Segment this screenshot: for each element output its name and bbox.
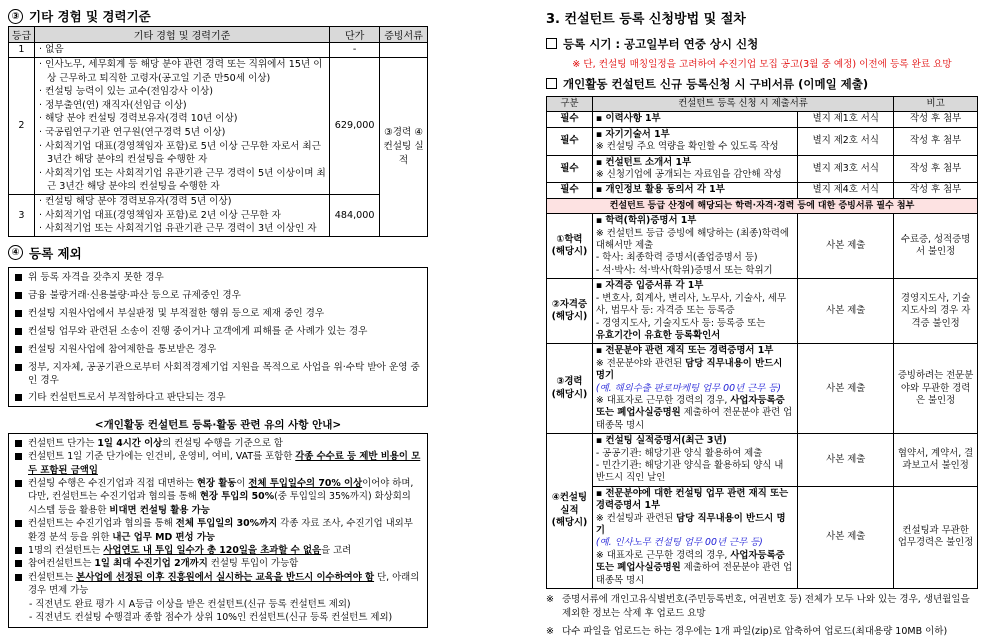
list-item: 컨설턴트 단가는 1일 4시간 이상의 컨설팅 수행을 기준으로 함 (15, 437, 421, 450)
section-number: ④ (8, 245, 23, 260)
list-item: 컨설팅 지원사업에서 부실판정 및 부적절한 행위 등으로 제재 중인 경우 (9, 304, 427, 322)
right-column (546, 6, 978, 639)
table-row: ▪ 전문분야에 대한 컨설팅 업무 관련 재직 또는 경력증명서 1부 ※ 컨설팅과 관련된 담당 직무내용이 반드시 명기 (예. 인사노무 컨설팅 업무 00년 근무 등) ※ 대표자로 근무한 경력의 경우, 사업자등록증 또는 폐업사실증명원 제출하여 전문분야 관련 업태종목 명시 사본 제출 컨설팅과 무관한 업무경력은 불인정 (547, 486, 978, 588)
list-item: - 직전년도 컨설팅 수행결과 종합 점수가 상위 10%인 컨설턴트(신규 등록 컨설턴트 제외) (29, 612, 393, 623)
square-bullet-icon (15, 310, 22, 317)
table-row: 3 · 컨설팅 해당 분야 경력보유자(경력 5년 이상) · 사회적기업 대표(경영책임자 포함)로 2년 이상 근무한 자 · 사회적기업 또는 사회적기업 유관기관 근무 경력이 3년 이상인 자 484,000 (9, 194, 428, 236)
checkbox-icon (546, 38, 557, 49)
list-item: 컨설팅 수행은 수진기업과 직접 대면하는 현장 활동이 전체 투입일수의 70% 이상이어야 하며, 다만, 컨설턴트는 수진기업과 협의를 통해 현장 투입의 50%(중 투입일의 35%까지) 화상회의 시스템 등을 활용한 비대면 컨설팅 활용 가능 (15, 477, 421, 517)
left-column (8, 6, 428, 628)
square-bullet-icon (15, 328, 22, 335)
table-row: 필수 ▪ 이력사항 1부 별지 제1호 서식 작성 후 첨부 (547, 112, 978, 127)
table-row: 필수 ▪ 개인정보 활용 동의서 각 1부 별지 제4호 서식 작성 후 첨부 (547, 183, 978, 198)
docs-title: 개인활동 컨설턴트 신규 등록신청 시 구비서류 (이메일 제출) (546, 76, 978, 96)
list-item: 컨설턴트는 본사업에 선정된 이후 진흥원에서 실시하는 교육을 반드시 이수하여야 함 단, 아래의 경우 면제 가능 (15, 571, 421, 598)
checkbox-icon (546, 78, 557, 89)
list-item: 컨설팅 업무와 관련된 소송이 진행 중이거나 고객에게 피해를 준 사례가 있는 경우 (9, 322, 427, 340)
table-row: ③경력 (해당시) ▪ 전문분야 관련 재직 또는 경력증명서 1부 ※ 전문분야와 관련된 담당 직무내용이 반드시 명기 (예. 해외수출 판로마케팅 업무 00년 근무 등) ※ 대표자로 근무한 경력의 경우, 사업자등록증 또는 폐업사실증명원 제출하여 전문분야 관련 업태종목 명시 사본 제출 증빙하려는 전문분야와 무관한 경력은 불인정 (547, 344, 978, 434)
table-row: 필수 ▪ 자기기술서 1부 ※ 컨설팅 주요 역량을 확인할 수 있도록 작성 별지 제2호 서식 작성 후 첨부 (547, 127, 978, 155)
square-bullet-icon (15, 364, 22, 371)
list-item: 참여컨설턴트는 1일 최대 수진기업 2개까지 컨설팅 투입이 가능함 (15, 557, 421, 570)
table-row: ④컨설팅 실적 (해당시) ▪ 컨설팅 실적증명서(최근 3년) - 공공기관: 해당기관 양식 활용하여 제출 - 민간기관: 해당기관 양식을 활용하되 양식 내 반드시 직인 날인 사본 제출 협약서, 계약서, 결과보고서 불인정 (547, 434, 978, 487)
notice-title: <개인활동 컨설턴트 등록·활동 관련 유의 사항 안내> (94, 418, 342, 431)
red-note: ※ 단, 컨설팅 매칭일정을 고려하여 수진기업 모집 공고(3월 중 예정) 이전에 등록 완료 요망 (572, 59, 952, 70)
notice-box (8, 433, 428, 629)
list-item: - 직전년도 완료 평가 시 A등급 이상을 받은 컨설턴트(신규 등록 컨설턴트 제외) (29, 598, 351, 610)
section-number: ③ (8, 9, 23, 24)
list-item: 기타 컨설턴트로서 부적합하다고 판단되는 경우 (9, 388, 427, 406)
footnote: ※ 증명서류에 개인고유식별번호(주민등록번호, 여권번호 등) 전체가 모두 나와 있는 경우, 생년월일을 제외한 정보는 삭제 후 업로드 요망 (546, 594, 970, 620)
career-table: 등급 기타 경험 및 경력기준 단가 증빙서류 1 · 없음 - 2 · 인사노무, 세무회계 등 해당 분야 관련 경력 또는 직위에서 15년 이상 근무하고 퇴직한 고령자(공고일 기준 만50세 이상) · 컨설팅 능력이 있는 교수(전임강사 이상) · 정부출연(연) 재직자(선임급 이상) · 해당 분야 컨설팅 경력보유자(경력 10년 이상) · 국공립연구기관 연구원(연구경력 5년 이상) · 사회적기업 대표(경영책임자 포함)로 5년 이상 근무한 자로서 최근 3년간 해당 분야의 컨설팅을 수행한 자 · 사회적기업 또는 사회적기업 유관기관 근무 경력이 5년 이상이며 최근 3년간 해당 분야의 컨설팅을 수행한 자 629,000 ③경력 ④컨설팅 실적 3 · 컨설팅 해당 분야 경력보유자(경력 5년 이상) · 사회적기업 대표(경영책임자 포함)로 2년 이상 근무한 자 · 사회적기업 또는 사회적기업 유관기관 근무 경력이 3년 이상인 자 484,000 (8, 26, 428, 237)
square-bullet-icon (15, 292, 22, 299)
list-item: 금융 불량거래·신용불량·파산 등으로 규제중인 경우 (9, 286, 427, 304)
table-row: ①학력 (해당시) ▪ 학력(학위)증명서 1부 ※ 컨설턴트 등급 증빙에 해당하는 (최종)학력에 대해서만 제출 - 학사: 최종학력 증명서(졸업증명서 등) - 석·박사: 석·박사(학위)증명서 또는 학위기 사본 제출 수료증, 성적증명서 불인정 (547, 214, 978, 279)
table-row: 필수 ▪ 컨설턴트 소개서 1부 ※ 신청기업에 공개되는 자료임을 감안해 작성 별지 제3호 서식 작성 후 첨부 (547, 155, 978, 183)
table-row: ②자격증 (해당시) ▪ 자격증 입증서류 각 1부 - 변호사, 회계사, 변리사, 노무사, 기술사, 세무사, 법무사 등: 자격증 또는 등록증 - 경영지도사, 기술지도사 등: 등록증 또는 유효기간이 유효한 등록확인서 사본 제출 경영지도사, 기술지도사의 경우 자격증 불인정 (547, 279, 978, 344)
list-item: 정부, 지자체, 공공기관으로부터 사회적경제기업 지원을 목적으로 사업을 위·수탁 받아 운영 중인 경우 (9, 358, 427, 388)
footnotes (546, 593, 978, 639)
square-bullet-icon (15, 394, 22, 401)
page-title: 3. 컨설턴트 등록 신청방법 및 절차 (546, 12, 746, 27)
table-row: 1 · 없음 - (9, 43, 428, 58)
section-3-title: ③ 기타 경험 및 경력기준 (8, 6, 428, 26)
list-item: 컨설턴트는 수진기업과 협의를 통해 전체 투입일의 30%까지 각종 자료 조사, 수진기업 내외부 환경 분석 등을 위한 내근 업무 MD 편성 가능 (15, 517, 421, 544)
list-item: 위 등록 자격을 갖추지 못한 경우 (9, 268, 427, 286)
footnote: ※ 다수 파일을 업로드는 하는 경우에는 1개 파일(zip)로 압축하여 업로드(최대용량 10MB 이하) (546, 626, 948, 638)
table-row: 2 · 인사노무, 세무회계 등 해당 분야 관련 경력 또는 직위에서 15년 이상 근무하고 퇴직한 고령자(공고일 기준 만50세 이상) · 컨설팅 능력이 있는 교수(전임강사 이상) · 정부출연(연) 재직자(선임급 이상) · 해당 분야 컨설팅 경력보유자(경력 10년 이상) · 국공립연구기관 연구원(연구경력 5년 이상) · 사회적기업 대표(경영책임자 포함)로 5년 이상 근무한 자로서 최근 3년간 해당 분야의 컨설팅을 수행한 자 · 사회적기업 또는 사회적기업 유관기관 근무 경력이 5년 이상이며 최근 3년간 해당 분야의 컨설팅을 수행한 자 629,000 ③경력 ④컨설팅 실적 (9, 58, 428, 195)
documents-table: 구분 컨설턴트 등록 신청 시 제출서류 비고 필수 ▪ 이력사항 1부 별지 제1호 서식 작성 후 첨부 필수 ▪ 자기기술서 1부 ※ 컨설팅 주요 역량을 확인할 수 있도록 작성 별지 제2호 서식 작성 후 첨부 필수 ▪ 컨설턴트 소개서 1부 ※ 신청기업에 공개되는 자료임을 감안해 작성 별지 제3호 서식 작성 후 첨부 필수 ▪ 개인정보 활용 동의서 각 1부 별지 제4호 서식 작성 후 첨부 컨설턴트 등급 산정에 해당되는 학력·자격·경력 등에 대한 증빙서류 필수 첨부 ①학력 (해당시) ▪ 학력(학위)증명서 1부 ※ 컨설턴트 등급 증빙에 해당하는 (최종)학력에 대해서만 제출 - 학사: 최종학력 증명서(졸업증명서 등) - 석·박사: 석·박사(학위)증명서 또는 학위기 사본 제출 수료증, 성적증명서 불인정 ②자격증 (해당시) ▪ 자격증 입증서류 각 1부 - 변호사, 회계사, 변리사, 노무사, 기술사, 세무사, 법무사 등: 자격증 또는 등록증 - 경영지도사, 기술지도사 등: 등록증 또는 유효기간이 유효한 등록확인서 사본 제출 경영지도사, 기술지도사의 경우 자격증 불인정 ③경력 (해당시) ▪ 전문분야 관련 재직 또는 경력증명서 1부 ※ 전문분야와 관련된 담당 직무내용이 반드시 명기 (예. 해외수출 판로마케팅 업무 00년 근무 등) ※ 대표자로 근무한 경력의 경우, 사업자등록증 또는 폐업사실증명원 제출하여 전문분야 관련 업태종목 명시 사본 제출 증빙하려는 전문분야와 무관한 경력은 불인정 ④컨설팅 실적 (해당시) ▪ 컨설팅 실적증명서(최근 3년) - 공공기관: 해당기관 양식 활용하여 제출 - 민간기관: 해당기관 양식을 활용하되 양식 내 반드시 직인 날인 사본 제출 협약서, 계약서, 결과보고서 불인정 ▪ 전문분야에 대한 컨설팅 업무 관련 재직 또는 경력증명서 1부 ※ 컨설팅과 관련된 담당 직무내용이 반드시 명기 (예. 인사노무 컨설팅 업무 00년 근무 등) ※ 대표자로 근무한 경력의 경우, 사업자등록증 또는 폐업사실증명원 제출하여 전문분야 관련 업태종목 명시 사본 제출 컨설팅과 무관한 업무경력은 불인정 (546, 96, 978, 589)
exclusion-list (8, 267, 428, 407)
list-item: 컨설턴트 1일 기준 단가에는 인건비, 운영비, 여비, VAT를 포함한 각종 수수료 등 제반 비용이 모두 포함된 금액임 (15, 450, 421, 477)
registration-period: 등록 시기 : 공고일부터 연중 상시 신청 (546, 36, 978, 56)
section-4-title: ④ 등록 제외 (8, 243, 428, 263)
square-bullet-icon (15, 346, 22, 353)
square-bullet-icon (15, 274, 22, 281)
list-item: 1명의 컨설턴트는 사업연도 내 투입 일수가 총 120일을 초과할 수 없음을 고려 (15, 544, 421, 557)
list-item: 컨설팅 지원사업에 참여제한을 통보받은 경우 (9, 340, 427, 358)
